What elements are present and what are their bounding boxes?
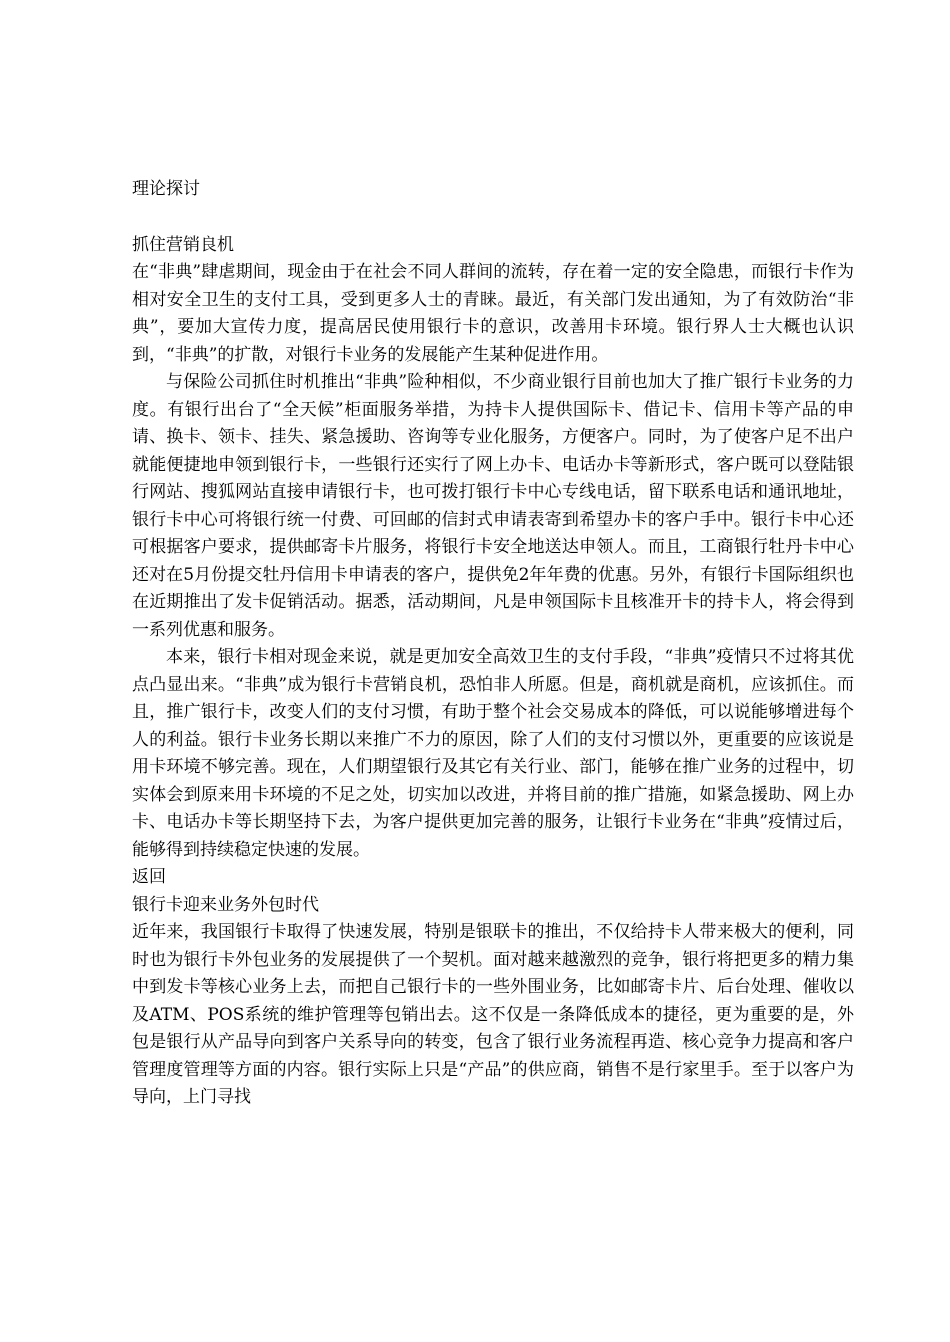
article-1-paragraph-3: 本来，银行卡相对现金来说，就是更加安全高效卫生的支付手段，“非典”疫情只不过将其优点凸显出来。“非典”成为银行卡营销良机，恐怕非人所愿。但是，商机就是商机，应该抓住。而且，推广银行卡，改变人们的支付习惯，有助于整个社会交易成本的降低，可以说能够增进每个人的利益。银行卡业务长期以来推广不力的原因，除了人们的支付习惯以外，更重要的应该说是用卡环境不够完善。现在，人们期望银行及其它有关行业、部门，能够在推广业务的过程中，切实体会到原来用卡环境的不足之处，切实加以改进，并将目前的推广措施，如紧急援助、网上办卡、电话办卡等长期坚持下去，为客户提供更加完善的服务，让银行卡业务在“非典”疫情过后，能够得到持续稳定快速的发展。 [132, 647, 854, 860]
article-1-paragraph-2: 与保险公司抓住时机推出“非典”险种相似，不少商业银行目前也加大了推广银行卡业务的力度。有银行出台了“全天候”柜面服务举措，为持卡人提供国际卡、借记卡、信用卡等产品的申请、换卡、领卡、挂失、紧急援助、咨询等专业化服务，方便客户。同时，为了使客户足不出户就能便捷地申领到银行卡，一些银行还实行了网上办卡、电话办卡等新形式，客户既可以登陆银行网站、搜狐网站直接申请银行卡，也可拨打银行卡中心专线电话，留下联系电话和通讯地址，银行卡中心可将银行统一付费、可回邮的信封式申请表寄到希望办卡的客户手中。银行卡中心还可根据客户要求，提供邮寄卡片服务，将银行卡安全地送达申领人。而且，工商银行牡丹卡中心还对在5月份提交牡丹信用卡申请表的客户，提供免2年年费的优惠。另外，有银行卡国际组织也在近期推出了发卡促销活动。据悉，活动期间，凡是申领国际卡且核准开卡的持卡人，将会得到一系列优惠和服务。 [132, 372, 854, 640]
article-2-paragraph-1: 近年来，我国银行卡取得了快速发展，特别是银联卡的推出，不仅给持卡人带来极大的便利，同时也为银行卡外包业务的发展提供了一个契机。面对越来越激烈的竞争，银行将把更多的精力集中到发卡等核心业务上去，而把自己银行卡的一些外围业务，比如邮寄卡片、后台处理、催收以及ATM、POS系统的维护管理等包销出去。这不仅是一条降低成本的捷径，更为重要的是，外包是银行从产品导向到客户关系导向的转变，包含了银行业务流程再造、核心竞争力提高和客户管理度管理等方面的内容。银行实际上只是“产品”的供应商，销售不是行家里手。至于以客户为导向，上门寻找 [132, 922, 854, 1107]
spacer [132, 204, 854, 232]
category-heading: 理论探讨 [132, 179, 200, 199]
article-title-1: 抓住营销良机 [132, 234, 234, 255]
article-1-paragraph-1: 在“非典”肆虐期间，现金由于在社会不同人群间的流转，存在着一定的安全隐患，而银行卡作为相对安全卫生的支付工具，受到更多人士的青睐。最近，有关部门发出通知，为了有效防治“非典”，要加大宣传力度，提高居民使用银行卡的意识，改善用卡环境。银行界人士大概也认识到，“非典”的扩散，对银行卡业务的发展能产生某种促进作用。 [132, 262, 854, 365]
document-body [132, 176, 854, 1112]
article-title-2: 银行卡迎来业务外包时代 [132, 894, 319, 915]
back-link[interactable]: 返回 [132, 867, 166, 887]
